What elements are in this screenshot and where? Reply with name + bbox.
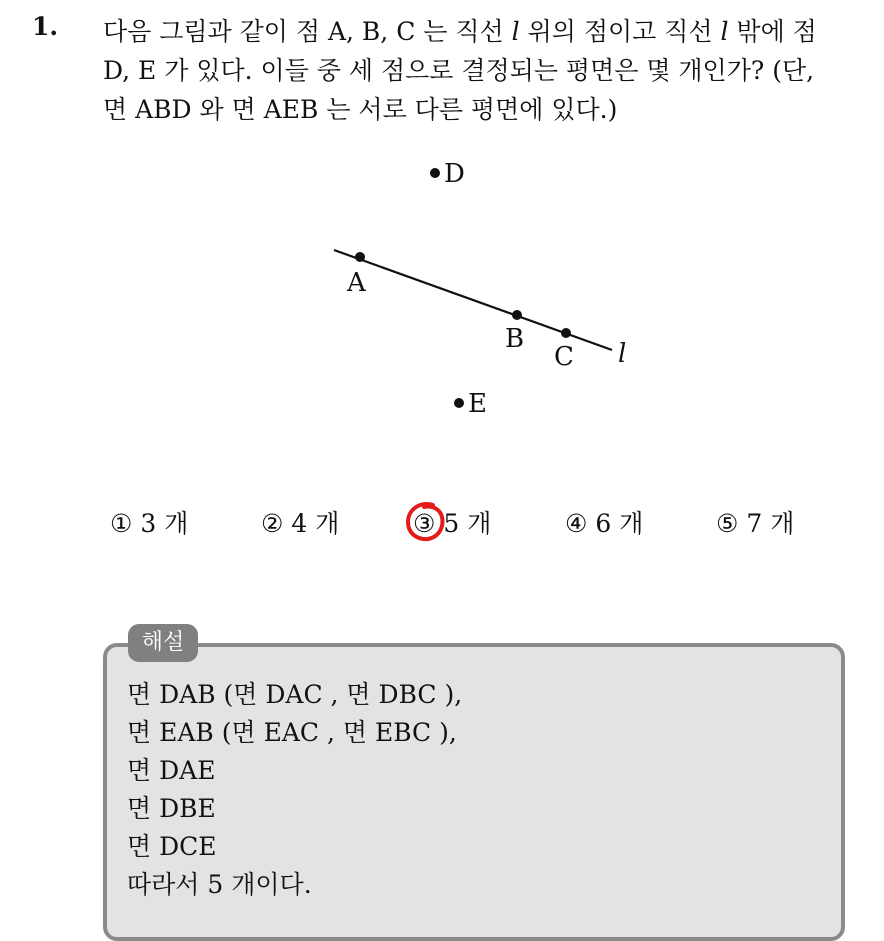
question-line-1 bbox=[103, 12, 873, 51]
solution-line-1: 면 DAB (면 DAC , 면 DBC ), bbox=[127, 680, 463, 709]
choice-4-text: 6 개 bbox=[595, 509, 644, 538]
point-b-dot bbox=[512, 310, 522, 320]
question-number: 1. bbox=[32, 12, 59, 41]
geometry-figure bbox=[300, 150, 660, 430]
question-line-1-part-c: 밖에 점 bbox=[728, 17, 817, 46]
solution-line-6: 따라서 5 개이다. bbox=[127, 870, 312, 899]
solution-line-2: 면 EAB (면 EAC , 면 EBC ), bbox=[127, 718, 457, 747]
question-line-1-part-b: 위의 점이고 직선 bbox=[519, 17, 721, 46]
choice-2[interactable] bbox=[261, 504, 339, 540]
choice-1-mark: ① bbox=[110, 509, 133, 538]
solution-line-3: 면 DAE bbox=[127, 756, 216, 785]
point-b-label: B bbox=[505, 324, 525, 354]
point-d-label: D bbox=[444, 159, 465, 189]
point-c-label: C bbox=[554, 342, 574, 372]
solution-lines bbox=[127, 676, 462, 904]
point-e-label: E bbox=[468, 389, 487, 419]
choice-4-mark: ④ bbox=[565, 509, 588, 538]
point-a-label: A bbox=[347, 268, 366, 298]
choice-1-text: 3 개 bbox=[140, 509, 189, 538]
choice-5-text: 7 개 bbox=[746, 509, 795, 538]
choice-3-mark: ③ bbox=[413, 509, 436, 538]
choice-5-mark: ⑤ bbox=[716, 509, 739, 538]
line-variable-l: l bbox=[720, 17, 729, 46]
choice-2-text: 4 개 bbox=[291, 509, 340, 538]
solution-line-4: 면 DBE bbox=[127, 794, 216, 823]
answer-circle-mark bbox=[403, 499, 447, 543]
point-c-dot bbox=[561, 328, 571, 338]
choice-5[interactable] bbox=[716, 504, 794, 540]
point-a-dot bbox=[355, 252, 365, 262]
choice-2-mark: ② bbox=[261, 509, 284, 538]
point-d-dot bbox=[430, 168, 440, 178]
line-variable-l: l bbox=[511, 17, 520, 46]
answer-circle-stroke bbox=[408, 504, 442, 539]
choice-3-text: 5 개 bbox=[443, 509, 492, 538]
solution-tag: 해설 bbox=[128, 624, 198, 662]
point-e-dot bbox=[454, 398, 464, 408]
line-l-label: l bbox=[618, 339, 627, 369]
choice-1[interactable] bbox=[110, 504, 188, 540]
question-line-3: 면 ABD 와 면 AEB 는 서로 다른 평면에 있다.) bbox=[103, 95, 618, 124]
question-line-2: D, E 가 있다. 이들 중 세 점으로 결정되는 평면은 몇 개인가? (단, bbox=[103, 56, 815, 85]
solution-line-5: 면 DCE bbox=[127, 832, 217, 861]
choice-4[interactable] bbox=[565, 504, 643, 540]
question-line-1-part-a: 다음 그림과 같이 점 A, B, C 는 직선 bbox=[103, 17, 512, 46]
question-text bbox=[103, 12, 873, 129]
